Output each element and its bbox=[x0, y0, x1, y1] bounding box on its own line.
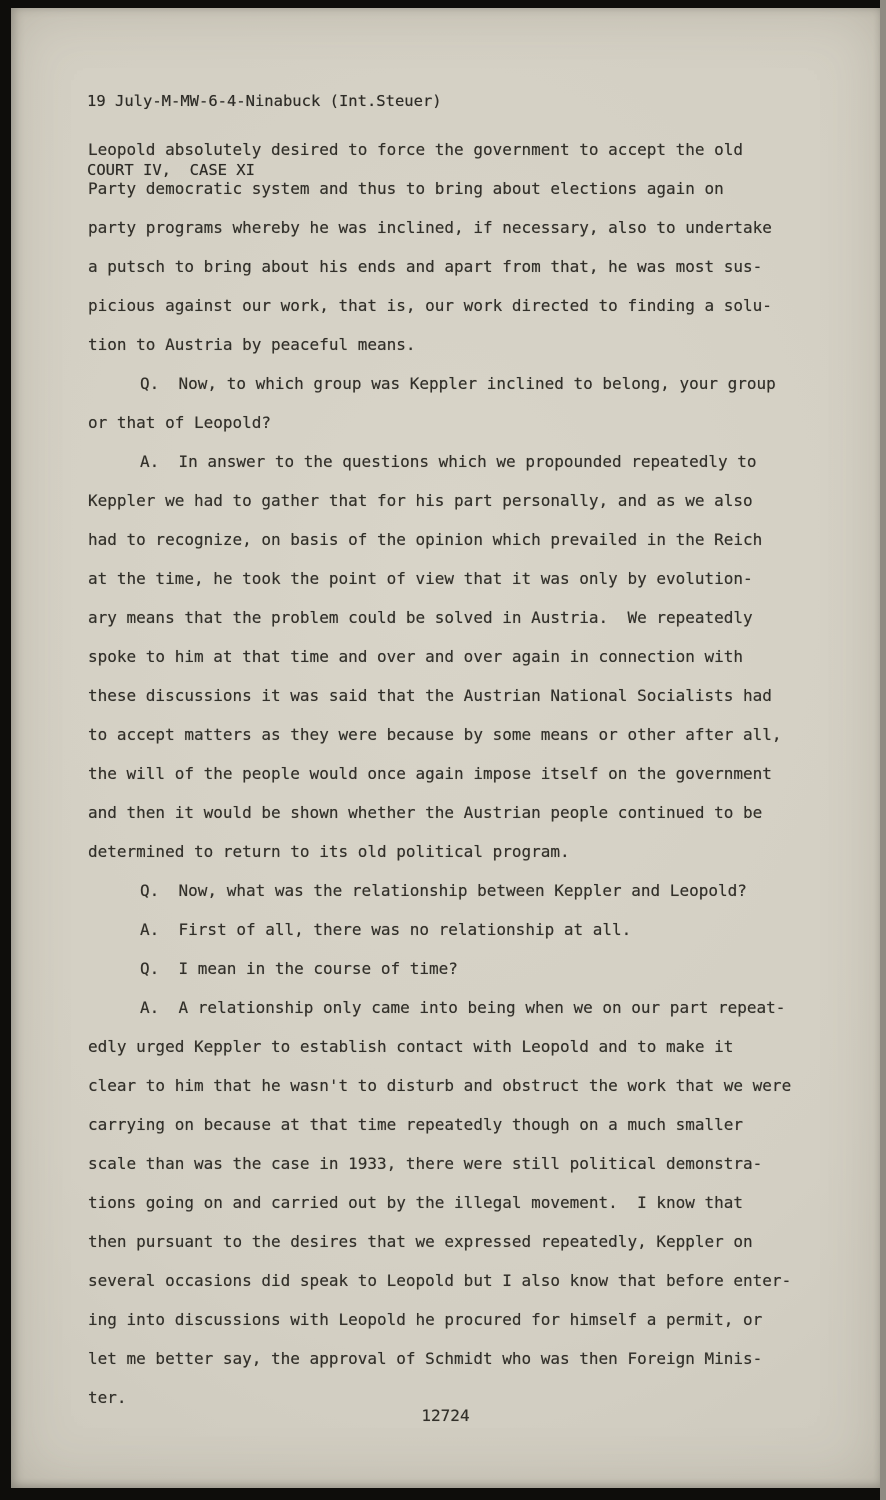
text-line: A. In answer to the questions which we propounded repeatedly to bbox=[140, 452, 757, 471]
text-line: spoke to him at that time and over and over again in connection with bbox=[88, 647, 744, 666]
document-body bbox=[88, 130, 828, 1417]
text-line: tions going on and carried out by the illegal movement. I know that bbox=[88, 1193, 744, 1212]
text-line: scale than was the case in 1933, there were still political demonstra- bbox=[88, 1154, 763, 1173]
text-line: at the time, he took the point of view that it was only by evolution- bbox=[88, 569, 753, 588]
paper-sheet bbox=[11, 8, 880, 1488]
text-line: had to recognize, on basis of the opinion which prevailed in the Reich bbox=[88, 530, 763, 549]
text-line: determined to return to its old political program. bbox=[88, 842, 570, 861]
text-line: A. A relationship only came into being when we on our part repeat- bbox=[140, 998, 786, 1017]
text-line: tion to Austria by peaceful means. bbox=[88, 335, 416, 354]
text-line: the will of the people would once again impose itself on the government bbox=[88, 764, 772, 783]
text-line: Q. Now, what was the relationship between Keppler and Leopold? bbox=[140, 881, 747, 900]
text-line: clear to him that he wasn't to disturb and obstruct the work that we were bbox=[88, 1076, 792, 1095]
question bbox=[88, 364, 828, 442]
text-line: or that of Leopold? bbox=[88, 413, 272, 432]
text-line: several occasions did speak to Leopold but I also know that before enter- bbox=[88, 1271, 792, 1290]
question bbox=[88, 949, 828, 988]
text-line: then pursuant to the desires that we expressed repeatedly, Keppler on bbox=[88, 1232, 753, 1251]
text-line: Keppler we had to gather that for his part personally, and as we also bbox=[88, 491, 753, 510]
text-line: party programs whereby he was inclined, if necessary, also to undertake bbox=[88, 218, 772, 237]
text-line: carrying on because at that time repeatedly though on a much smaller bbox=[88, 1115, 744, 1134]
text-line: A. First of all, there was no relationship at all. bbox=[140, 920, 632, 939]
text-line: Leopold absolutely desired to force the government to accept the old bbox=[88, 140, 744, 159]
paragraph-continuation bbox=[88, 130, 828, 364]
header-reference-line: 19 July-M-MW-6-4-Ninabuck (Int.Steuer) bbox=[87, 92, 442, 110]
text-line: picious against our work, that is, our work directed to finding a solu- bbox=[88, 296, 772, 315]
answer bbox=[88, 442, 828, 871]
text-line: ing into discussions with Leopold he procured for himself a permit, or bbox=[88, 1310, 763, 1329]
text-line: and then it would be shown whether the Austrian people continued to be bbox=[88, 803, 763, 822]
text-line: ary means that the problem could be solved in Austria. We repeatedly bbox=[88, 608, 753, 627]
header-court-case-line: COURT IV, CASE XI bbox=[87, 161, 255, 179]
question bbox=[88, 871, 828, 910]
scan-edge-right bbox=[880, 0, 886, 1500]
answer bbox=[88, 910, 828, 949]
page-number: 12724 bbox=[421, 1406, 470, 1425]
text-line: a putsch to bring about his ends and apart from that, he was most sus- bbox=[88, 257, 763, 276]
text-line: edly urged Keppler to establish contact with Leopold and to make it bbox=[88, 1037, 734, 1056]
text-line: ter. bbox=[88, 1388, 127, 1407]
text-line: these discussions it was said that the Austrian National Socialists had bbox=[88, 686, 772, 705]
text-line: let me better say, the approval of Schmidt who was then Foreign Minis- bbox=[88, 1349, 763, 1368]
answer bbox=[88, 988, 828, 1417]
text-line: to accept matters as they were because by some means or other after all, bbox=[88, 725, 782, 744]
text-line: Q. Now, to which group was Keppler inclined to belong, your group bbox=[140, 374, 776, 393]
text-line: Party democratic system and thus to bring about elections again on bbox=[88, 179, 724, 198]
text-line: Q. I mean in the course of time? bbox=[140, 959, 458, 978]
